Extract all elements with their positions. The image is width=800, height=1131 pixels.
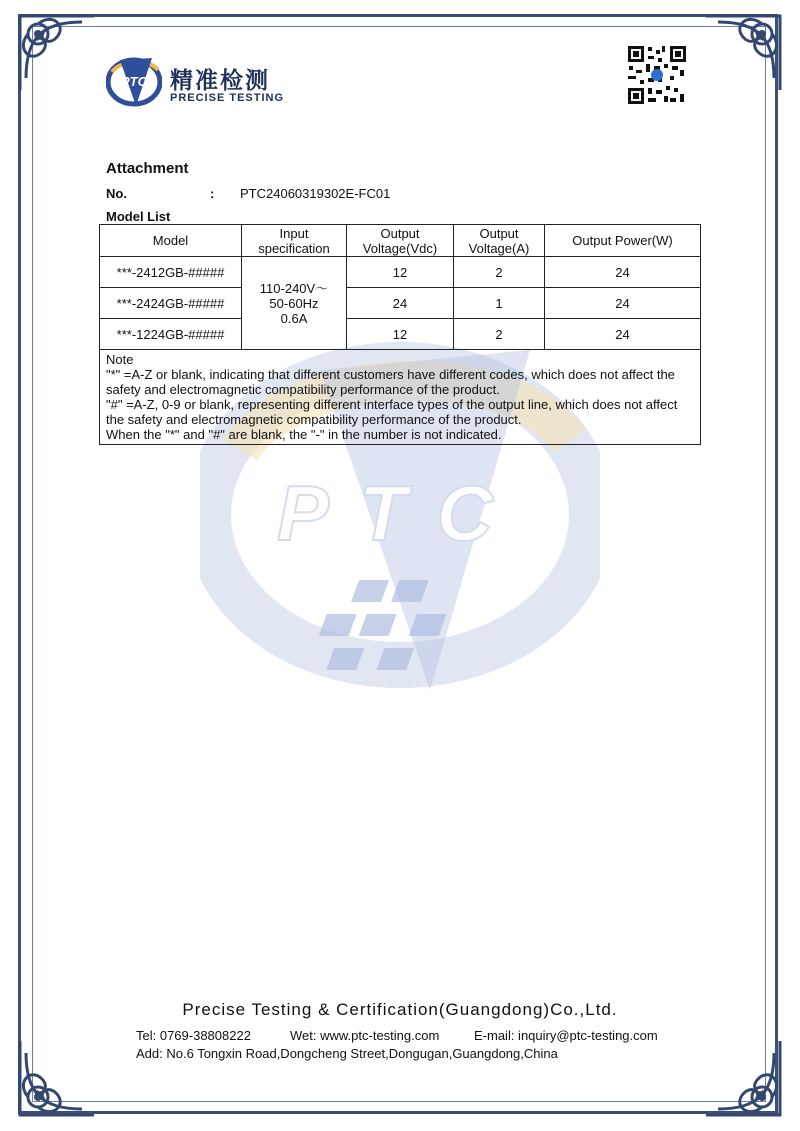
cell-output-voltage-a: 2: [454, 319, 545, 350]
logo-text: PTC: [121, 74, 147, 89]
table-row: [100, 319, 701, 350]
footer-email: E-mail: inquiry@ptc-testing.com: [474, 1028, 658, 1043]
input-spec-voltage: 110-240V～: [259, 280, 329, 296]
note-line-blank: When the "*" and "#" are blank, the "-" in the number is not indicated.: [106, 427, 502, 442]
corner-ornament-icon: [698, 8, 788, 98]
cell-output-voltage-vdc: 24: [347, 288, 454, 319]
cell-output-voltage-a: 1: [454, 288, 545, 319]
cell-output-power: 24: [545, 257, 701, 288]
note-cell: [100, 350, 701, 445]
brand-name-chinese: 精准检测: [170, 68, 270, 94]
note-row: [100, 350, 701, 445]
column-header-input: Input specification: [242, 225, 347, 257]
column-header-model: Model: [100, 225, 242, 257]
corner-ornament-icon: [12, 1033, 102, 1123]
note-line-hash: "#" =A-Z, 0-9 or blank, representing different interface types of the output line, which does not affect the safety and electromagnetic compatibility performance of the product.: [106, 397, 678, 427]
cell-output-voltage-vdc: 12: [347, 257, 454, 288]
model-table: [99, 224, 701, 445]
cell-output-voltage-a: 2: [454, 257, 545, 288]
watermark-text: PTC: [277, 469, 523, 557]
input-spec-current: 0.6A: [280, 310, 308, 326]
table-header-row: [100, 225, 701, 257]
report-number-colon: :: [210, 186, 215, 201]
cell-model: ***-1224GB-#####: [100, 319, 242, 350]
model-list-heading: Model List: [106, 209, 171, 224]
column-header-output-voltage-vdc: Output Voltage(Vdc): [347, 225, 454, 257]
corner-ornament-icon: [698, 1033, 788, 1123]
note-line-asterisk: "*" =A-Z or blank, indicating that different customers have different codes, which does not affect the safety and electromagnetic compatibility performance of the product.: [106, 367, 675, 397]
brand-name-english: PRECISE TESTING: [170, 92, 285, 104]
cell-input-spec: [242, 257, 347, 350]
report-number-value: PTC24060319302E-FC01: [240, 186, 391, 201]
column-header-output-voltage-a: Output Voltage(A): [454, 225, 545, 257]
cell-output-voltage-vdc: 12: [347, 319, 454, 350]
report-number-label: No.: [106, 186, 127, 201]
footer-address: Add: No.6 Tongxin Road,Dongcheng Street,Dongugan,Guangdong,China: [136, 1046, 558, 1061]
corner-ornament-icon: [12, 8, 102, 98]
footer-telephone: Tel: 0769-38808222: [136, 1028, 251, 1043]
cell-model: ***-2424GB-#####: [100, 288, 242, 319]
input-spec-frequency: 50-60Hz: [269, 295, 319, 311]
cell-model: ***-2412GB-#####: [100, 257, 242, 288]
column-header-output-power: Output Power(W): [545, 225, 701, 257]
note-heading: Note: [106, 352, 134, 367]
cell-output-power: 24: [545, 319, 701, 350]
qr-code-icon: [626, 44, 688, 106]
page-title: Attachment: [106, 160, 189, 177]
table-row: [100, 288, 701, 319]
cell-output-power: 24: [545, 288, 701, 319]
company-name: Precise Testing & Certification(Guangdong)Co.,Ltd.: [182, 1000, 618, 1019]
ptc-logo-icon: [106, 52, 162, 108]
table-row: [100, 257, 701, 288]
footer-website: Wet: www.ptc-testing.com: [290, 1028, 440, 1043]
